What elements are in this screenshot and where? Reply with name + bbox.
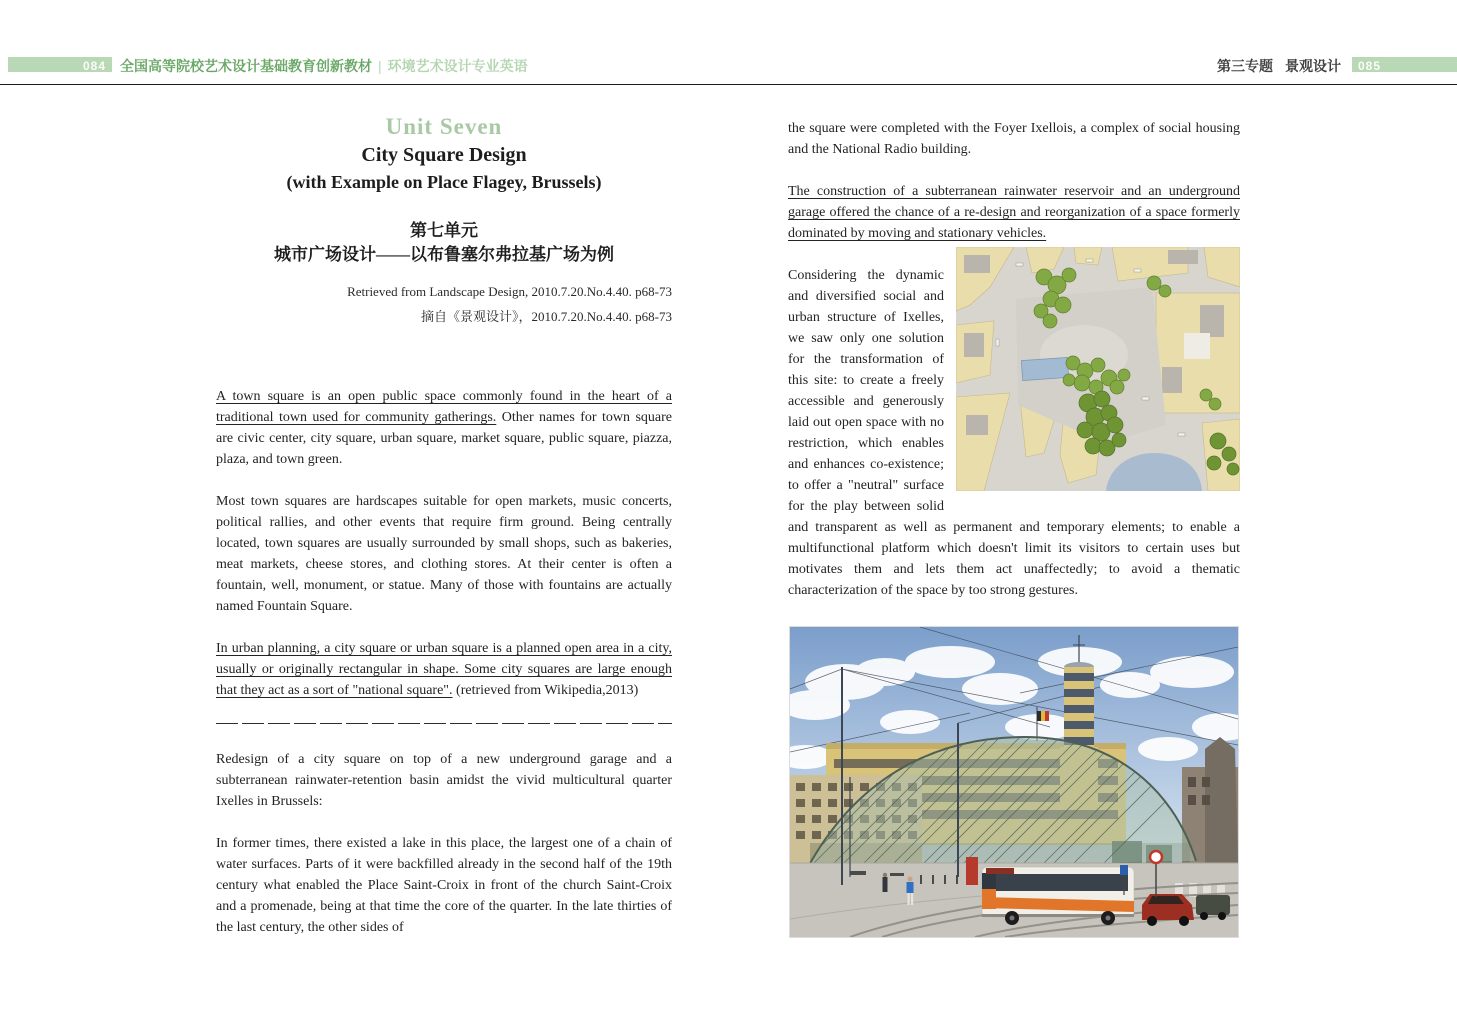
photo-red-kiosk [966,857,978,885]
underlined-definition-city-square: In urban planning, a city square or urban square is a planned open area in a city, usually or originally rectangular in shape. Some city squares are large enough that they act as a sort of "national square". [216,641,672,698]
paragraph-town-square-rest: Other names for town square are civic center, city square, urban square, market square, public square, piazza, plaza, and town green. [216,410,672,467]
left-page-number: 084 [82,59,106,73]
underlined-definition-town-square: A town square is an open public space commonly found in the heart of a traditional town used for community gatherings. [216,389,672,425]
unit-title-zh: 城市广场设计——以布鲁塞尔弗拉基广场为例 [274,245,614,264]
photo-bus [982,867,1134,925]
paragraph-urban-planning-rest: (retrieved from Wikipedia,2013) [452,683,639,698]
left-page [216,112,672,959]
header-left [120,56,528,76]
right-pagenum-bar [1352,57,1457,72]
paragraph-town-square [216,386,672,470]
source-citation-zh: 摘自《景观设计》，2010.7.20.No.4.40. p68-73 [421,309,672,324]
header-right [1217,56,1341,76]
book-subtitle: 环境艺术设计专业英语 [387,58,528,74]
paragraph-considering: Considering the dynamic and diversified social and urban structure of Ixelles, we saw only one solution for the transformation of this site: to create a freely accessible and generously laid out open space with no restriction, which enables and enhances co-existence; to offer a "neutral" surface for the play between solid and transparent as well as permanent and temporary elements; to enable a multifunctional platform which doesn't limit its visitors to certain uses but motivates them and lets them act unaffectedly; to avoid a thematic characterization of the space by too strong gestures. [788,268,1240,598]
text-wrap-block [788,181,1240,601]
paragraph-urban-planning [216,638,672,701]
site-plan-figure [956,247,1240,491]
topic-label: 景观设计 [1285,58,1341,74]
paragraph-hardscapes: Most town squares are hardscapes suitable for open markets, music concerts, political rallies, and other events that require firm ground. Being centrally located, town squares are usually surrounded by small shops, such as bakeries, meat markets, cheese stores, and clothing stores. At their center is often a fountain, well, monument, or statue. Many of those with fountains are actually named Fountain Square. [216,494,672,614]
paragraph-reservoir-underlined [788,181,1240,244]
plan-courtyard [1184,333,1210,359]
unit-label-en: Unit Seven [385,114,503,139]
plan-water-feature [1021,357,1068,380]
source-citation-en: Retrieved from Landscape Design, 2010.7.20.No.4.40. p68-73 [347,284,672,299]
paragraph-former-times: In former times, there existed a lake in this place, the largest one of a chain of water surfaces. Parts of it were backfilled already in the second half of the 19th century what enabled the Place Saint-Croix in front of the church Saint-Croix and a promenade, being at that time the core of the quarter. In the late thirties of the last century, the other sides of [216,836,672,935]
left-page-body [216,386,672,938]
unit-title-block [216,112,672,328]
left-pagenum-bar [8,57,112,72]
book-series-title: 全国高等院校艺术设计基础教育创新教材 [120,58,372,74]
header-rule [0,84,1457,85]
writing-rule-line [216,722,672,724]
underlined-reservoir-sentence: The construction of a subterranean rainwater reservoir and an underground garage offered the chance of a re-design and reorganization of a space formerly dominated by moving and stationary vehicles. [788,184,1240,241]
source-citations [216,283,672,328]
square-photo-figure [790,627,1238,937]
unit-title-en-line2: (with Example on Place Flagey, Brussels) [286,172,602,192]
right-page-number: 085 [1358,59,1382,73]
site-plan-image [956,247,1240,491]
header-divider: | [378,58,382,74]
section-label: 第三专题 [1217,58,1273,74]
square-photo-image [790,627,1238,937]
right-page [788,118,1240,937]
unit-title-en-line1: City Square Design [361,144,527,166]
paragraph-square-completed: the square were completed with the Foyer Ixellois, a complex of social housing and the National Radio building. [788,121,1240,157]
float-spacer [1240,181,1241,247]
paragraph-redesign-intro: Redesign of a city square on top of a new underground garage and a subterranean rainwater-retention basin amidst the vivid multicultural quarter Ixelles in Brussels: [216,752,672,809]
unit-label-zh: 第七单元 [410,221,478,240]
